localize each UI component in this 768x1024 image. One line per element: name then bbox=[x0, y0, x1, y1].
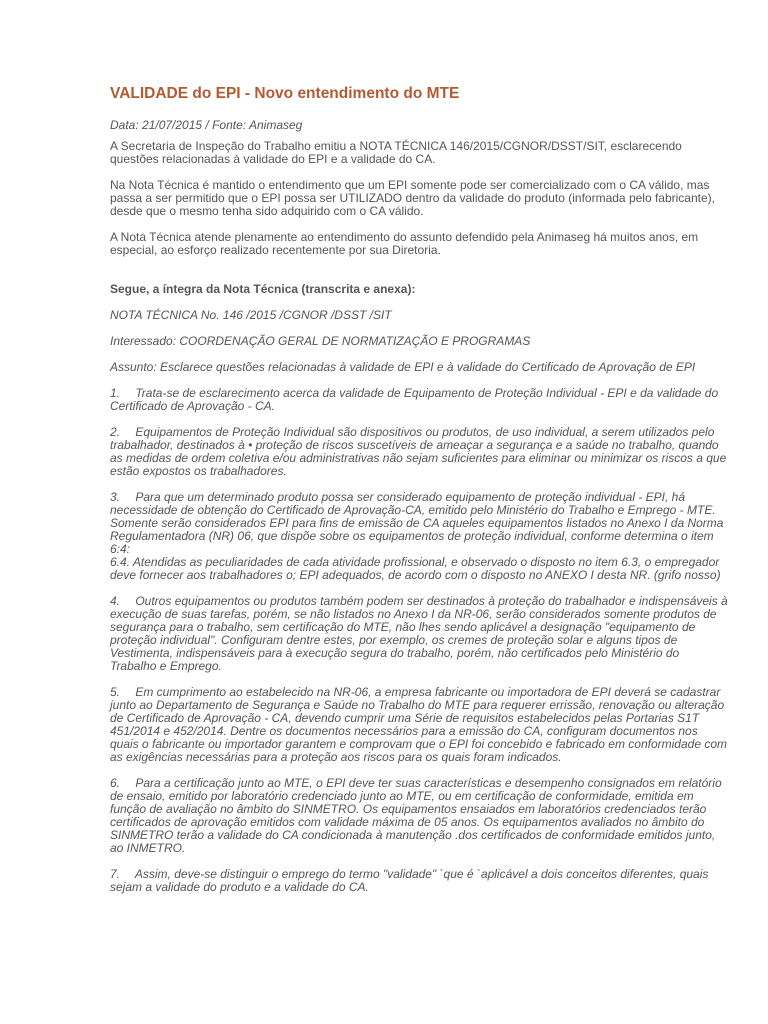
intro-paragraph-2: Na Nota Técnica é mantido o entendimento que um EPI somente pode ser comercializado com o CA válido, mas passa a ser permitido que o EPI possa ser UTILIZADO dentro da validade do produto (informada pelo fabricante), desde que o mesmo tenha sido adquirido com o CA válido. bbox=[110, 178, 715, 218]
list-item-1 bbox=[110, 387, 728, 413]
section-heading: Segue, a íntegra da Nota Técnica (transcrita e anexa): bbox=[110, 282, 416, 296]
list-item-2 bbox=[110, 426, 728, 478]
item-text: Assim, deve-se distinguir o emprego do termo "validade" `que é `aplicável a dois conceitos diferentes, quais sejam a validade do produto e a validade do CA. bbox=[110, 867, 709, 894]
list-item-3 bbox=[110, 491, 728, 582]
intro-paragraph-1: A Secretaria de Inspeção do Trabalho emitiu a NOTA TÉCNICA 146/2015/CGNOR/DSST/SIT, esclarecendo questões relacionadas à validade do EPI e a validade do CA. bbox=[110, 139, 682, 166]
item-number: 4. bbox=[110, 594, 121, 608]
item-text: Trata-se de esclarecimento acerca da validade de Equipamento de Proteção Individual - EPI e da validade do Certificado de Aprovação - CA. bbox=[110, 386, 719, 413]
item-text: Equipamentos de Proteção Individual são dispositivos ou produtos, de uso individual, a serem utilizados pelo trabalhador, destinados à • proteção de riscos suscetíveis de ameaçar a segurança e a saúde no trabalho, quando as medidas de ordem coletiva e/ou administrativas não sejam suficientes para eliminar ou minimizar os riscos a que estão expostos os trabalhadores. bbox=[110, 425, 727, 478]
article-title: VALIDADE do EPI - Novo entendimento do MTE bbox=[110, 85, 460, 102]
list-item-5 bbox=[110, 686, 728, 764]
item-text: Outros equipamentos ou produtos também podem ser destinados à proteção do trabalhador e indispensáveis à execução de suas tarefas, porém, se não listados no Anexo I da NR-06, serão considerados somente produtos de segurança para o trabalho, sem certificação do MTE, não lhes sendo aplicável a designação "equipamento de proteção individual". Configuram dentre estes, por exemplo, os cremes de proteção solar e alguns tipos de Vestimenta, indispensáveis para à execução segura do trabalho, porém, não certificados pelo Ministério do Trabalho e Emprego. bbox=[110, 594, 728, 673]
note-header: NOTA TÉCNICA No. 146 /2015 /CGNOR /DSST /SIT bbox=[110, 308, 392, 322]
item-number: 2. bbox=[110, 425, 121, 439]
list-item-7 bbox=[110, 868, 728, 894]
item-text: Para que um determinado produto possa ser considerado equipamento de proteção individual - EPI, há necessidade de obtenção do Certificado de Aprovação-CA, emitido pelo Ministério do Trabalho e Emprego - MTE. Somente serão considerados EPI para fins de emissão de CA aqueles equipamentos listados no Anexo I da Norma Regulamentadora (NR) 06, que dispõe sobre os equipamentos de proteção individual, conforme determina o item 6:4: bbox=[110, 490, 724, 556]
item-text: Para a certificação junto ao MTE, o EPI deve ter suas características e desempenho consignados em relatório de ensaio, emitido por laboratório credenciado junto ao MTE, ou em certificação de conformidade, emitida em função de avaliação no âmbito do SINMETRO. Os equipamentos ensaiados em laboratórios credenciados terão certificados de aprovação emitidos com validade máxima de 05 anos. Os equipamentos avaliados no âmbito do SINMETRO terão a validade do CA condicionada à manutenção .dos certificados de conformidade emitidos junto, ao INMETRO. bbox=[110, 776, 722, 855]
article-meta: Data: 21/07/2015 / Fonte: Animaseg bbox=[110, 118, 303, 132]
intro-paragraph-3: A Nota Técnica atende plenamente ao entendimento do assunto defendido pela Animaseg há muitos anos, em especial, ao esforço realizado recentemente por sua Diretoria. bbox=[110, 230, 699, 257]
item-number: 3. bbox=[110, 490, 121, 504]
item-number: 1. bbox=[110, 386, 121, 400]
item-number: 5. bbox=[110, 685, 121, 699]
subject-line: Assunto: Esclarece questões relacionadas à validade de EPI e à validade do Certificado de Aprovação de EPI bbox=[110, 360, 696, 374]
list-item-4 bbox=[110, 595, 728, 673]
item-quote: 6.4. Atendidas as peculiaridades de cada atividade profissional, e observado o disposto no item 6.3, o empregador deve fornecer aos trabalhadores o; EPI adequados, de acordo com o disposto no ANEXO I desta NR. (grifo nosso) bbox=[110, 555, 721, 582]
interested-line: Interessado: COORDENAÇÃO GERAL DE NORMATIZAÇÃO E PROGRAMAS bbox=[110, 334, 531, 348]
item-number: 6. bbox=[110, 776, 121, 790]
item-text: Em cumprimento ao estabelecido na NR-06, a empresa fabricante ou importadora de EPI deverá se cadastrar junto ao Departamento de Segurança e Saúde no Trabalho do MTE para requerer errissão, renovação ou alteração de Certificado de Aprovação - CA, devendo cumprir uma Série de requisitos estabelecidos pelas Portarias S1T 451/2014 e 452/2014. Dentre os documentos necessários para a emissão do CA, configuram documentos nos quais o fabricante ou importador garantem e comprovam que o EPI foi concebido e fabricado em conformidade com as exigências necessárias para a proteção aos riscos para os quais foram indicados. bbox=[110, 685, 728, 764]
list-item-6 bbox=[110, 777, 728, 855]
item-number: 7. bbox=[110, 867, 121, 881]
